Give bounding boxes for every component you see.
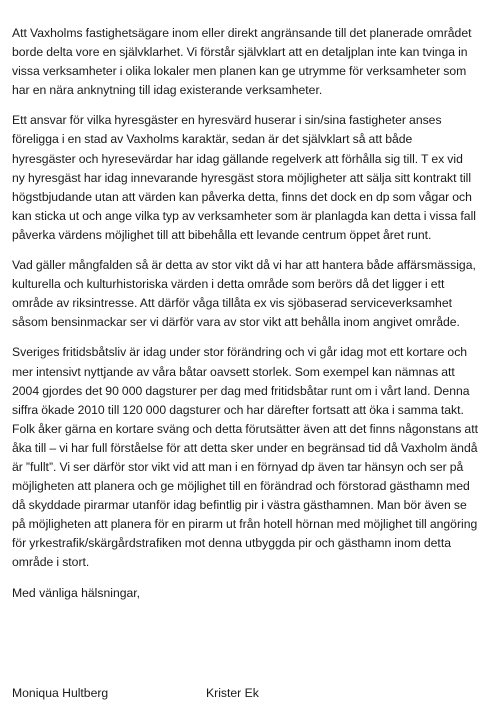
signatory-name: Krister Ek [206, 686, 259, 700]
paragraph-landlord-responsibility: Ett ansvar för vilka hyresgäster en hyresvärd huserar i sin/sina fastigheter anses föreligga i en stad av Vaxholms karaktär, sedan är det självklart så att både hyresgäster och hyresevärdar har idag gällande regelverk att förhålla sig till. T ex vid ny hyresgäst har idag innevarande hyresgäst stora möjligheter att sälja sitt kontrakt till högstbjudande utan att värden kan påverka detta, finns det dock en dp som vågar och kan sticka ut och ange vilka typ av verksamheter som är planlagda kan detta i vissa fall påverka värdens möjlighet till att bibehålla ett levande centrum öppet året runt. [12, 113, 476, 242]
paragraph-boating: Sveriges fritidsbåtsliv är idag under stor förändring och vi går idag mot ett kortare och mer intensivt nyttjande av våra båtar oavsett storlek. Som exempel kan nämnas att 2004 gjordes det 90 000 dagsturer per dag med fritidsbåtar runt om i vårt land. Denna siffra ökade 2010 till 120 000 dagsturer och har därefter fortsatt att öka i samma takt. Folk åker gärna en kortare sväng och detta förutsätter även att det finns någonstans att åka till – vi har full förståelse för att detta sker under en begränsad tid då Vaxholm ändå är ”fullt”. Vi ser därför stor vikt vid att man i en förnyad dp även tar hänsyn och ser på möjligheten att planera och ge möjlighet till en förändrad och förstorad gästhamn med då skyddade pirarmar utanför idag befintlig pir i västra gästhamnen. Man bör även se på möjligheten att planera för en pirarm ut från hotell hörnan med möjlighet till angöring för yrkestrafik/skärgårdstrafiken mot denna utbyggda pir och gästhamn inom detta område i stort. [12, 345, 478, 570]
letter-body [12, 24, 478, 603]
signatory-name: Moniqua Hultberg [12, 686, 109, 700]
closing-greeting: Med vänliga hälsningar, [12, 585, 141, 600]
paragraph-diversity: Vad gäller mångfalden så är detta av stor vikt då vi har att hantera både affärsmässiga, kulturella och kulturhistoriska värden i detta område som berörs då det ligger i ett område av riksintresse. Att därför våga tillåta ex vis sjöbaserad serviceverksamhet såsom bensinmackar ser vi därför vara av stor vikt att behålla inom angivet område. [12, 258, 476, 330]
paragraph-property-owners: Att Vaxholms fastighetsägare inom eller direkt angränsande till det planerade området borde delta vore en självklarhet. Vi förstår självklart att en detaljplan inte kan tvinga in vissa verksamheter i olika lokaler men planen kan ge utrymme för verksamheter som har en nära anknytning till idag existerande verksamheter. [12, 26, 472, 98]
